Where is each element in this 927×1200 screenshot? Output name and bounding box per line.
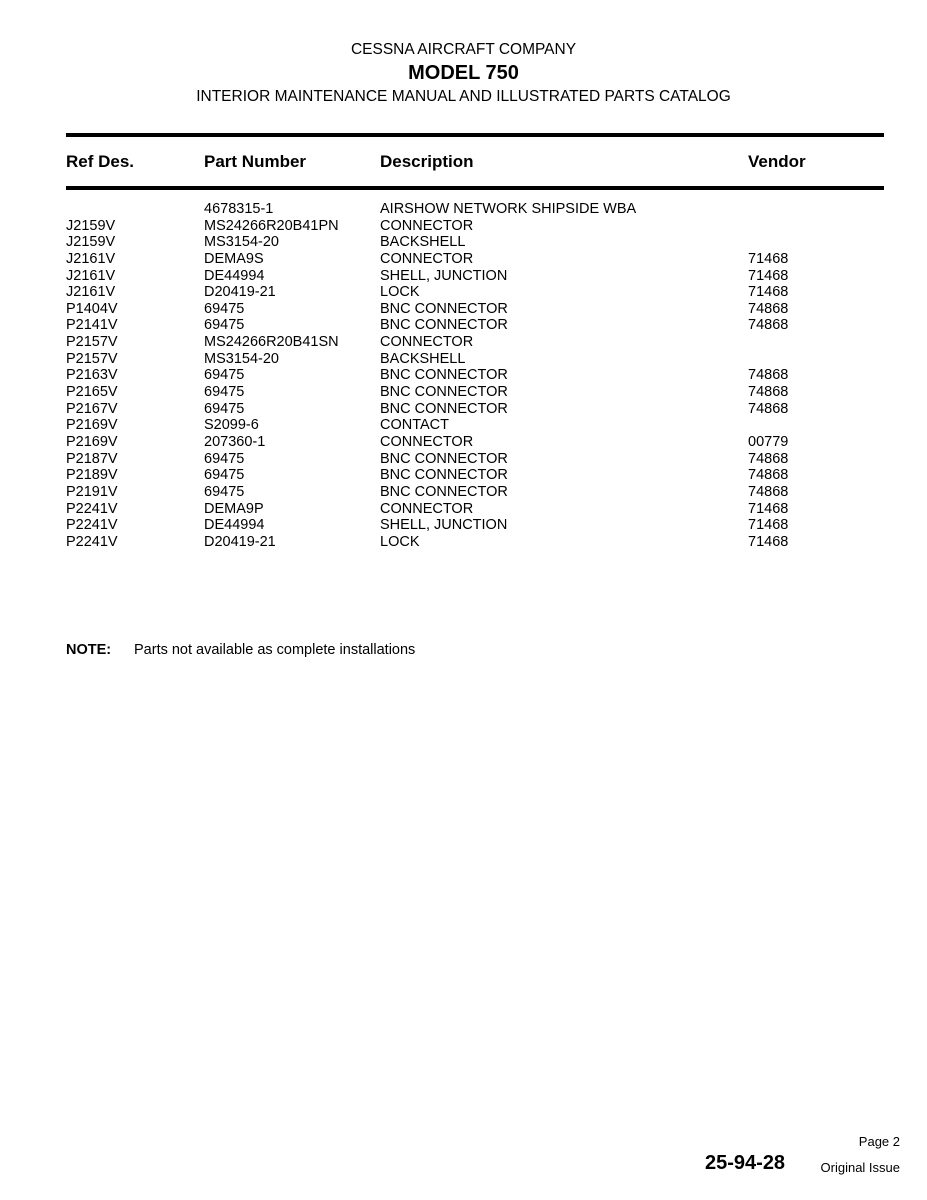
- table-row: [0, 218, 927, 235]
- ref-des-cell: P2241V: [66, 533, 118, 550]
- ref-des-cell: P2167V: [66, 400, 118, 417]
- column-header-vendor: Vendor: [748, 152, 806, 171]
- model-title: MODEL 750: [408, 62, 519, 84]
- part-number-cell: 69475: [204, 384, 245, 401]
- table-row: [0, 517, 927, 534]
- description-cell: BNC CONNECTOR: [380, 317, 508, 334]
- description-cell: BNC CONNECTOR: [380, 467, 508, 484]
- vendor-cell: 74868: [748, 384, 789, 401]
- description-cell: BNC CONNECTOR: [380, 450, 508, 467]
- description-cell: AIRSHOW NETWORK SHIPSIDE WBA: [380, 201, 637, 217]
- column-header-ref-des: Ref Des.: [66, 152, 135, 171]
- part-number-cell: MS3154-20: [204, 234, 279, 251]
- description-cell: CONNECTOR: [380, 500, 474, 517]
- description-cell: BNC CONNECTOR: [380, 400, 508, 417]
- table-row: [0, 401, 927, 418]
- table-row: [0, 251, 927, 268]
- ref-des-cell: P2165V: [66, 384, 118, 401]
- table-row: [0, 284, 927, 301]
- vendor-cell: 71468: [748, 533, 789, 550]
- part-number-cell: MS3154-20: [204, 350, 279, 367]
- vendor-cell: 74868: [748, 367, 789, 384]
- ref-des-cell: J2159V: [66, 234, 116, 251]
- ref-des-cell: P2163V: [66, 367, 118, 384]
- top-rule: [66, 133, 884, 137]
- part-number-cell: D20419-21: [204, 533, 276, 550]
- ref-des-cell: J2161V: [66, 267, 116, 284]
- vendor-cell: 00779: [748, 433, 789, 450]
- ref-des-cell: P2241V: [66, 500, 118, 517]
- description-cell: SHELL, JUNCTION: [380, 267, 508, 284]
- part-number-cell: 69475: [204, 450, 245, 467]
- description-cell: LOCK: [380, 284, 420, 301]
- vendor-cell: 71468: [748, 284, 789, 301]
- part-number-cell: S2099-6: [204, 417, 259, 434]
- page-number: Page 2: [858, 1134, 900, 1149]
- table-row: [0, 301, 927, 318]
- table-row: [0, 467, 927, 484]
- part-number-cell: 69475: [204, 400, 245, 417]
- vendor-cell: 74868: [748, 317, 789, 334]
- description-cell: CONNECTOR: [380, 433, 474, 450]
- part-number-cell: 4678315-1: [204, 201, 274, 217]
- manual-title: INTERIOR MAINTENANCE MANUAL AND ILLUSTRATED PARTS CATALOG: [196, 88, 731, 105]
- vendor-cell: 71468: [748, 517, 789, 534]
- part-number-cell: DEMA9P: [204, 500, 264, 517]
- part-number-cell: 69475: [204, 467, 245, 484]
- vendor-cell: 71468: [748, 267, 789, 284]
- ref-des-cell: P2169V: [66, 417, 118, 434]
- table-row: [0, 417, 927, 434]
- part-number-cell: MS24266R20B41PN: [204, 217, 339, 234]
- ref-des-cell: J2161V: [66, 284, 116, 301]
- part-number-cell: DEMA9S: [204, 250, 264, 267]
- ref-des-cell: P2189V: [66, 467, 118, 484]
- ref-des-cell: P2241V: [66, 517, 118, 534]
- vendor-cell: 74868: [748, 467, 789, 484]
- description-cell: CONNECTOR: [380, 334, 474, 351]
- vendor-cell: 74868: [748, 300, 789, 317]
- table-row: [0, 317, 927, 334]
- part-number-cell: 69475: [204, 317, 245, 334]
- table-row: [0, 384, 927, 401]
- table-row: [0, 268, 927, 285]
- part-number-cell: 207360-1: [204, 433, 266, 450]
- ref-des-cell: P2187V: [66, 450, 118, 467]
- column-header-part-number: Part Number: [204, 152, 307, 171]
- table-row: [0, 534, 927, 551]
- part-number-cell: MS24266R20B41SN: [204, 334, 339, 351]
- description-cell: SHELL, JUNCTION: [380, 517, 508, 534]
- description-cell: BNC CONNECTOR: [380, 384, 508, 401]
- vendor-cell: 74868: [748, 483, 789, 500]
- part-number-cell: 69475: [204, 367, 245, 384]
- chapter-number: 25-94-28: [705, 1152, 786, 1174]
- column-header-description: Description: [380, 152, 474, 171]
- ref-des-cell: J2159V: [66, 217, 116, 234]
- part-number-cell: 69475: [204, 483, 245, 500]
- table-row: [0, 201, 927, 218]
- part-number-cell: DE44994: [204, 517, 265, 534]
- table-row: [0, 334, 927, 351]
- ref-des-cell: P1404V: [66, 300, 118, 317]
- issue-status: Original Issue: [820, 1160, 900, 1175]
- parts-table: [0, 201, 927, 550]
- part-number-cell: 69475: [204, 300, 245, 317]
- table-row: [0, 501, 927, 518]
- description-cell: BNC CONNECTOR: [380, 367, 508, 384]
- note-text: Parts not available as complete installations: [134, 642, 416, 658]
- description-cell: CONTACT: [380, 417, 450, 434]
- description-cell: BNC CONNECTOR: [380, 300, 508, 317]
- table-row: [0, 367, 927, 384]
- vendor-cell: 74868: [748, 450, 789, 467]
- company-name: CESSNA AIRCRAFT COMPANY: [350, 41, 577, 58]
- description-cell: CONNECTOR: [380, 250, 474, 267]
- ref-des-cell: P2141V: [66, 317, 118, 334]
- description-cell: LOCK: [380, 533, 420, 550]
- vendor-cell: 74868: [748, 400, 789, 417]
- table-row: [0, 451, 927, 468]
- ref-des-cell: P2157V: [66, 350, 118, 367]
- description-cell: BACKSHELL: [380, 350, 466, 367]
- vendor-cell: 71468: [748, 250, 789, 267]
- table-row: [0, 234, 927, 251]
- ref-des-cell: J2161V: [66, 250, 116, 267]
- part-number-cell: D20419-21: [204, 284, 276, 301]
- table-row: [0, 434, 927, 451]
- part-number-cell: DE44994: [204, 267, 265, 284]
- ref-des-cell: P2157V: [66, 334, 118, 351]
- vendor-cell: 71468: [748, 500, 789, 517]
- table-row: [0, 484, 927, 501]
- description-cell: CONNECTOR: [380, 217, 474, 234]
- ref-des-cell: P2169V: [66, 433, 118, 450]
- ref-des-cell: P2191V: [66, 483, 118, 500]
- table-row: [0, 351, 927, 368]
- note-label: NOTE:: [66, 642, 112, 658]
- header-bottom-rule: [66, 186, 884, 190]
- description-cell: BNC CONNECTOR: [380, 483, 508, 500]
- description-cell: BACKSHELL: [380, 234, 466, 251]
